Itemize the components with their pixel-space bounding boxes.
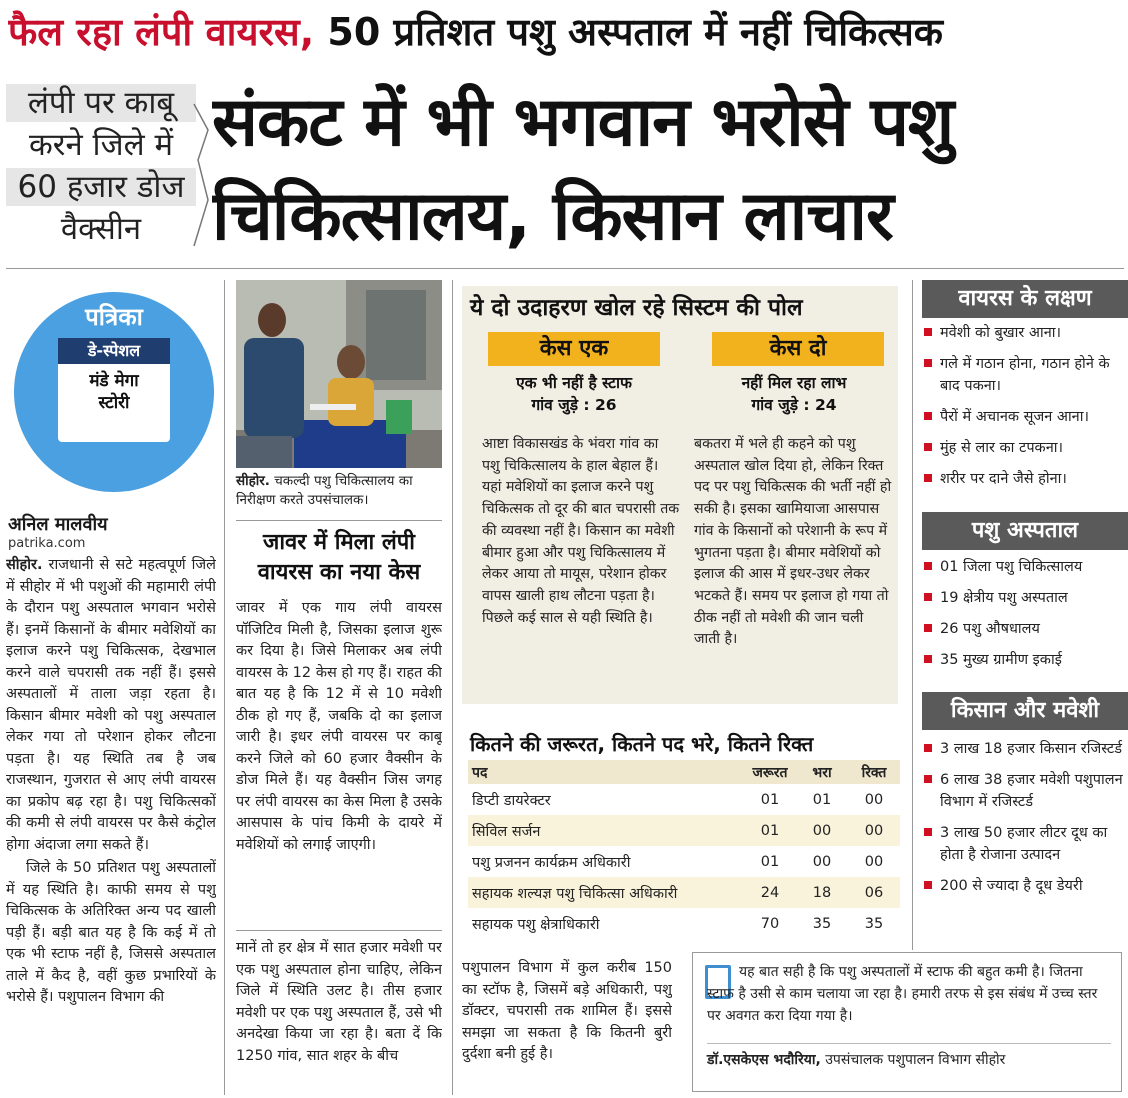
- staff-table: [468, 760, 900, 939]
- table-row: [468, 815, 900, 846]
- divider: [224, 280, 225, 1095]
- table-cell: 35: [864, 915, 884, 932]
- kicker-headline: [8, 6, 1123, 58]
- calendar-icon: [58, 338, 170, 442]
- list-item: गले में गठान होना, गठान होने के बाद पकना।: [924, 353, 1124, 397]
- photo-illustration: [236, 280, 442, 468]
- list-item: शरीर पर दाने जैसे होना।: [924, 468, 1124, 490]
- quote-role: उपसंचालक पशुपालन विभाग सीहोर: [825, 1052, 1006, 1068]
- case-two-label: केस दो: [712, 332, 884, 366]
- kicker-black: 50 प्रतिशत पशु अस्पताल में नहीं चिकित्सक: [327, 10, 943, 54]
- table-row: [468, 908, 900, 939]
- table-cell: 06: [848, 877, 900, 908]
- header-cell: भरा: [796, 760, 848, 784]
- article-column-2: जावर में एक गाय लंपी वायरस पॉजिटिव मिली है, जिसका इलाज शुरू कर दिया है। जिसे मिलाकर अब लंपी वायरस के 12 केस हो गए हैं। राहत की बात यह है कि 12 में से 10 मवेशी ठीक हो गए हैं, जबकि दो का इलाज जारी है। इधर लंपी वायरस पर काबू करने जिले को 60 हजार वैक्सीन के डोज मिले हैं। यह वैक्सीन जिस जगह पर लंपी वायरस का केस मिला है उसके आसपास के पांच किमी के दायरे में मवेशियों को लगाई जाएगी।: [236, 600, 442, 853]
- author-site: patrika.com: [8, 536, 86, 551]
- case-one-sub: [474, 372, 674, 416]
- author-name: अनिल मालवीय: [8, 514, 108, 535]
- table-row: [468, 784, 900, 815]
- side-highlight-box: [6, 84, 196, 254]
- table-cell: 70: [760, 915, 780, 932]
- list-item: 6 लाख 38 हजार मवेशी पशुपालन विभाग में रजिस्टर्ड: [924, 769, 1124, 813]
- quote-name: डॉ.एसकेएस भदौरिया,: [707, 1052, 821, 1068]
- symptoms-title: वायरस के लक्षण: [922, 280, 1128, 318]
- quote-text: यह बात सही है कि पशु अस्पतालों में स्टाफ की बहुत कमी है। जितना स्टाफ है उसी से काम चलाया जा रहा है। हमारी तरफ से इस संबंध में उच्च स्तर पर अवगत करा दिया गया है।: [707, 964, 1098, 1024]
- hospitals-title: पशु अस्पताल: [922, 512, 1128, 550]
- case-one-text: आष्टा विकासखंड के भंवरा गांव का पशु चिकित्सालय के हाल बेहाल हैं। यहां मवेशियों का इलाज करने पशु चिकित्सक तो दूर की बात चपरासी तक की व्यवस्था नहीं है। किसान का मवेशी बीमार हुआ और पशु चिकित्सालय में लेकर आया तो मायूस, परेशान होकर वापस खाली हाथ लौटना पड़ता है। पिछले कई साल से यही स्थिति है।: [482, 436, 680, 626]
- case-two-text: बकतरा में भले ही कहने को पशु अस्पताल खोल दिया हो, लेकिन रिक्त पद पर पशु चिकित्सक की भर्ती नहीं हो सकी है। इसका खामियाजा आसपास गांव के किसानों को परेशानी के रूप में भुगतना पड़ता है। बीमार मवेशियों को इलाज की आस में इधर-उधर लेकर भटकते हैं। समय पर इलाज हो गया तो ठीक नहीं तो मवेशी की जान चली जाती है।: [694, 436, 892, 648]
- side-line: वैक्सीन: [6, 210, 196, 248]
- quote-attribution: [707, 1043, 1111, 1069]
- examples-title: ये दो उदाहरण खोल रहे सिस्टम की पोल: [470, 295, 803, 321]
- side-line: 60 हजार डोज: [6, 168, 196, 206]
- table-cell: 00: [848, 815, 900, 846]
- table-cell: 01: [744, 815, 796, 846]
- table-cell: डिप्टी डायरेक्टर: [472, 792, 551, 809]
- side-box-arrow: [190, 100, 212, 250]
- table-cell: 00: [864, 791, 884, 808]
- article-column-1: [6, 555, 216, 1095]
- photo-caption: [236, 472, 442, 510]
- logo-banner: डे-स्पेशल: [58, 338, 170, 364]
- list-item: 200 से ज्यादा है दूध डेयरी: [924, 875, 1124, 897]
- table-row: [468, 877, 900, 908]
- list-item: मवेशी को बुखार आना।: [924, 322, 1124, 344]
- case-two-sub2: गांव जुड़े : 24: [751, 396, 837, 414]
- divider: [236, 930, 442, 931]
- case-two-sub1: नहीं मिल रहा लाभ: [741, 374, 847, 392]
- case-one-sub1: एक भी नहीं है स्टाफ: [516, 374, 632, 392]
- divider: [452, 280, 453, 1095]
- list-item: मुंह से लार का टपकना।: [924, 437, 1124, 459]
- list-item: 3 लाख 18 हजार किसान रजिस्टर्ड: [924, 738, 1124, 760]
- article-column-3: पशुपालन विभाग में कुल करीब 150 का स्टॉफ है, जिसमें बड़े अधिकारी, पशु डॉक्टर, चपरासी तक शामिल हैं। इससे समझा जा सकता है कि कितनी बुरी दुर्दशा बनी हुई है।: [462, 960, 672, 1062]
- main-headline: [212, 76, 1124, 266]
- divider: [6, 268, 1124, 269]
- caption-place: सीहोर.: [236, 473, 270, 489]
- hospitals-list: [924, 556, 1124, 680]
- caption-text: चकल्दी पशु चिकित्सालय का निरीक्षण करते उपसंचालक।: [236, 473, 413, 508]
- logo-brand: पत्रिका: [85, 303, 143, 331]
- case-two-sub: [694, 372, 894, 416]
- col1-text1: राजधानी से सटे महत्वपूर्ण जिले में सीहोर में भी पशुओं की महामारी लंपी के दौरान पशु अस्पताल भगवान भरोसे हैं। इनमें किसानों के बीमार मवेशियों का इलाज करने पशु चिकित्सक, देखभाल करने वाले चपरासी तक नहीं हैं। इससे अस्पतालों में ताला जड़ा रहता है। किसान बीमार मवेशी को पशु अस्पताल लेकर गया तो परेशान होकर लौटना पड़ता है। यह स्थिति तब है जब राजस्थान, गुजरात से आए लंपी वायरस का प्रकोप बढ़ रहा है। पशु चिकित्सकों की कमी से लंपी वायरस पर कैसे कंट्रोल होगा अंदाजा लगा सकते हैं।: [6, 557, 216, 853]
- table-row: [468, 846, 900, 877]
- headline-line2: चिकित्सालय, किसान लाचार: [212, 177, 893, 256]
- patrika-logo: [14, 292, 214, 492]
- list-item: 35 मुख्य ग्रामीण इकाई: [924, 649, 1124, 671]
- article-column-2b: मानें तो हर क्षेत्र में सात हजार मवेशी पर एक पशु अस्पताल होना चाहिए, लेकिन जिले में स्थिति उलट है। तीस हजार मवेशी पर एक पशु अस्पताल हैं, उसे भी अनदेखा किया जा रहा है। बता दें कि 1250 गांव, सात शहर के बीच: [236, 940, 442, 1064]
- header-cell: पद: [468, 760, 744, 784]
- case-one-sub2: गांव जुड़े : 26: [531, 396, 617, 414]
- farmers-list: [924, 738, 1124, 906]
- col1-para2: जिले के 50 प्रतिशत पशु अस्पतालों में यह स्थिति है। काफी समय से पशु चिकित्सक के अतिरिक्त अन्य पद खाली पड़ी हैं। बड़ी बात यह है कि कई में तो एक भी स्टाफ नहीं है, जिससे अस्पताल ताले में कैद है, वहीं कुछ प्रभारियों के भरोसे हैं। पशुपालन विभाग की: [6, 860, 216, 1005]
- table-cell: 24: [744, 877, 796, 908]
- table-cell: 01: [760, 791, 780, 808]
- table-cell: 01: [760, 853, 780, 870]
- side-line: करने जिले में: [6, 126, 196, 164]
- table-cell: 00: [864, 853, 884, 870]
- list-item: 19 क्षेत्रीय पशु अस्पताल: [924, 587, 1124, 609]
- logo-text-line2: स्टोरी: [98, 393, 130, 413]
- logo-text-line1: मंडे मेगा: [89, 371, 139, 391]
- news-photo: [236, 280, 442, 468]
- table-cell: 18: [796, 877, 848, 908]
- subhead-jawar: जावर में मिला लंपी वायरस का नया केस: [257, 530, 421, 585]
- header-cell: जरूरत: [744, 760, 796, 784]
- logo-text: [58, 370, 170, 414]
- kicker-red: फैल रहा लंपी वायरस,: [8, 10, 315, 54]
- table-cell: 01: [812, 791, 832, 808]
- side-line: लंपी पर काबू: [6, 84, 196, 122]
- list-item: 3 लाख 50 हजार लीटर दूध का होता है रोजाना उत्पादन: [924, 822, 1124, 866]
- official-quote-box: [692, 952, 1122, 1092]
- col1-para1: [6, 555, 216, 856]
- headline-line1: संकट में भी भगवान भरोसे पशु: [212, 83, 954, 162]
- list-item: पैरों में अचानक सूजन आना।: [924, 406, 1124, 428]
- farmers-title: किसान और मवेशी: [922, 692, 1128, 730]
- table-header: [468, 760, 900, 784]
- staff-table-title: कितने की जरूरत, कितने पद भरे, कितने रिक्त: [470, 732, 814, 756]
- divider: [236, 520, 442, 521]
- table-cell: 00: [812, 853, 832, 870]
- table-cell: सहायक शल्यज्ञ पशु चिकित्सा अधिकारी: [468, 877, 744, 908]
- symptoms-list: [924, 322, 1124, 499]
- table-cell: पशु प्रजनन कार्यक्रम अधिकारी: [472, 854, 631, 871]
- dateline: सीहोर.: [6, 557, 43, 573]
- table-cell: सहायक पशु क्षेत्राधिकारी: [472, 916, 600, 933]
- table-cell: 35: [812, 915, 832, 932]
- case-one-label: केस एक: [488, 332, 660, 366]
- table-cell: सिविल सर्जन: [468, 815, 744, 846]
- byline: [8, 512, 218, 551]
- list-item: 01 जिला पशु चिकित्सालय: [924, 556, 1124, 578]
- list-item: 26 पशु औषधालय: [924, 618, 1124, 640]
- table-cell: 00: [796, 815, 848, 846]
- header-cell: रिक्त: [848, 760, 900, 784]
- divider: [912, 280, 913, 950]
